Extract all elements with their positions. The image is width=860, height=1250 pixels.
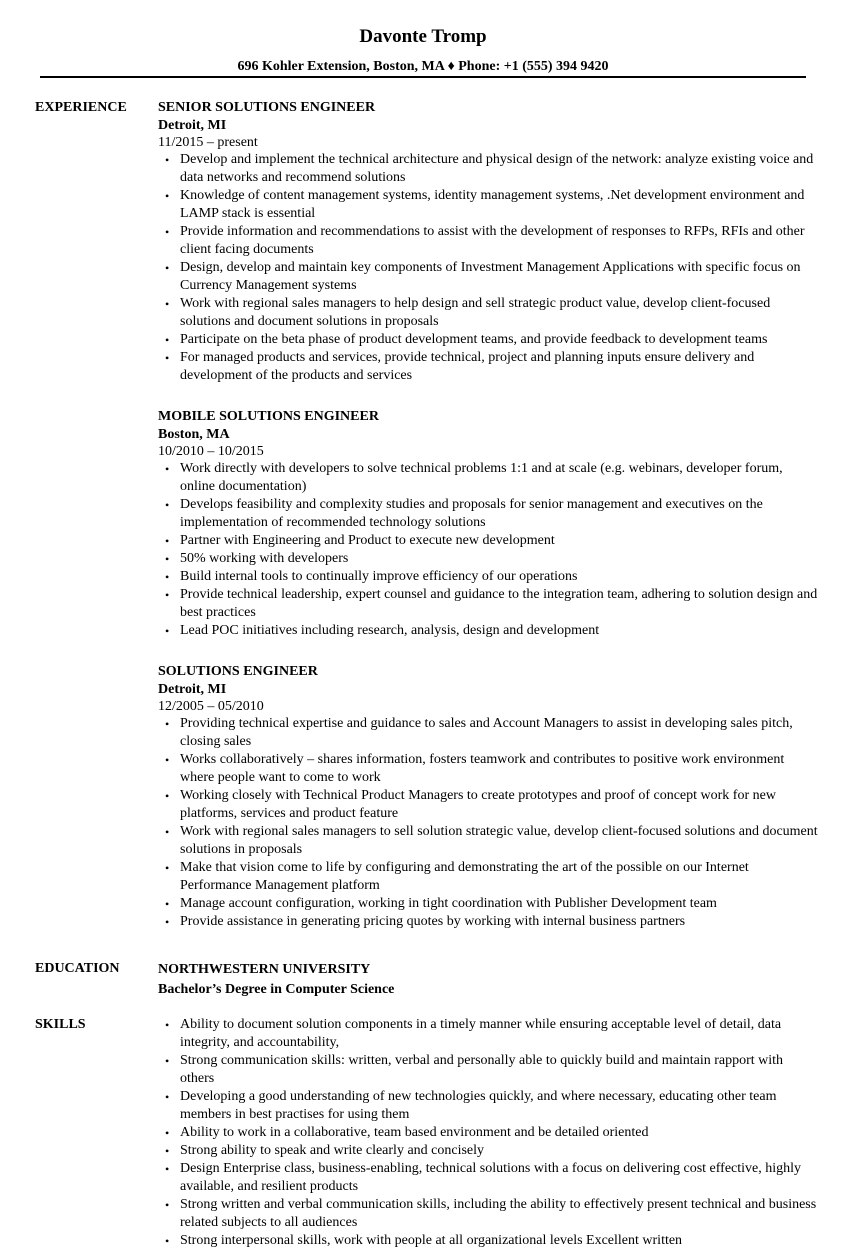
skill-item: • Strong interpersonal skills, work with people at all organizational levels Excellent written (180, 1232, 818, 1250)
job-bullets (158, 151, 818, 385)
diamond-separator-icon: ♦ (447, 59, 455, 74)
bullet-item: • Design, develop and maintain key components of Investment Management Applications with specific focus on Currency Management systems (180, 259, 818, 295)
degree: Bachelor’s Degree in Computer Science (158, 982, 395, 997)
job-bullets (158, 460, 818, 640)
header-divider (40, 76, 806, 78)
job-title: SENIOR SOLUTIONS ENGINEER (158, 100, 376, 115)
skill-item: • Strong ability to speak and write clearly and concisely (180, 1142, 818, 1160)
section-label-education: EDUCATION (35, 961, 120, 976)
bullet-item: • 50% working with developers (180, 550, 818, 568)
job-location: Detroit, MI (158, 682, 227, 697)
job-title: SOLUTIONS ENGINEER (158, 664, 318, 679)
bullet-item: • Works collaboratively – shares information, fosters teamwork and contributes to positive work environment where people want to come to work (180, 751, 818, 787)
bullet-item: • Working closely with Technical Product Managers to create prototypes and proof of concept work for new platforms, services and product feature (180, 787, 818, 823)
bullet-item: • Provide information and recommendations to assist with the development of responses to RFPs, RFIs and other client facing documents (180, 223, 818, 259)
job-dates: 12/2005 – 05/2010 (158, 699, 264, 714)
skills-list (158, 1016, 818, 1250)
candidate-name: Davonte Tromp (359, 26, 487, 47)
bullet-item: • Provide technical leadership, expert counsel and guidance to the integration team, adhering to solution design and best practices (180, 586, 818, 622)
contact-line (0, 58, 846, 76)
phone: Phone: +1 (555) 394 9420 (458, 59, 609, 74)
bullet-item: • Work with regional sales managers to sell solution strategic value, develop client-focused solutions and document solutions in proposals (180, 823, 818, 859)
bullet-item: • Develops feasibility and complexity studies and proposals for senior management and executives on the implementation of recommended technology solutions (180, 496, 818, 532)
job-location: Detroit, MI (158, 118, 227, 133)
bullet-item: • Work with regional sales managers to help design and sell strategic product value, develop client-focused solutions and document solutions in proposals (180, 295, 818, 331)
bullet-item: • Providing technical expertise and guidance to sales and Account Managers to assist in developing sales pitch, closing sales (180, 715, 818, 751)
job-entry (158, 663, 818, 931)
experience-list (158, 99, 818, 954)
skill-item: • Ability to document solution components in a timely manner while ensuring acceptable level of detail, data integrity, and accountability, (180, 1016, 818, 1052)
job-bullets (158, 715, 818, 931)
bullet-item: • Provide assistance in generating pricing quotes by working with internal business partners (180, 913, 818, 931)
bullet-item: • Develop and implement the technical architecture and physical design of the network: analyze existing voice and data networks and recommend solutions (180, 151, 818, 187)
skill-item: • Ability to work in a collaborative, team based environment and be detailed oriented (180, 1124, 818, 1142)
education-entry (158, 960, 818, 1000)
section-label-skills: SKILLS (35, 1017, 86, 1032)
job-dates: 10/2010 – 10/2015 (158, 444, 264, 459)
skill-item: • Strong communication skills: written, verbal and personally able to quickly build and maintain rapport with others (180, 1052, 818, 1088)
section-label-experience: EXPERIENCE (35, 100, 127, 115)
bullet-item: • Lead POC initiatives including research, analysis, design and development (180, 622, 818, 640)
bullet-item: • Manage account configuration, working in tight coordination with Publisher Development team (180, 895, 818, 913)
bullet-item: • Partner with Engineering and Product to execute new development (180, 532, 818, 550)
bullet-item: • Knowledge of content management systems, identity management systems, .Net development environment and LAMP stack is essential (180, 187, 818, 223)
school-name: NORTHWESTERN UNIVERSITY (158, 962, 371, 977)
bullet-item: • For managed products and services, provide technical, project and planning inputs ensure delivery and development of the products and services (180, 349, 818, 385)
job-entry (158, 99, 818, 385)
skills-bullets (158, 1016, 818, 1250)
job-entry (158, 408, 818, 640)
bullet-item: • Make that vision come to life by configuring and demonstrating the art of the possible on our Internet Performance Management platform (180, 859, 818, 895)
job-location: Boston, MA (158, 427, 230, 442)
bullet-item: • Build internal tools to continually improve efficiency of our operations (180, 568, 818, 586)
bullet-item: • Participate on the beta phase of product development teams, and provide feedback to development teams (180, 331, 818, 349)
skill-item: • Design Enterprise class, business-enabling, technical solutions with a focus on delivering cost effective, highly available, and resilient products (180, 1160, 818, 1196)
job-dates: 11/2015 – present (158, 135, 258, 150)
address: 696 Kohler Extension, Boston, MA (237, 59, 445, 74)
skill-item: • Strong written and verbal communication skills, including the ability to effectively present technical and business related subjects to all audiences (180, 1196, 818, 1232)
bullet-item: • Work directly with developers to solve technical problems 1:1 and at scale (e.g. webinars, developer forum, online documentation) (180, 460, 818, 496)
job-title: MOBILE SOLUTIONS ENGINEER (158, 409, 379, 424)
skill-item: • Developing a good understanding of new technologies quickly, and where necessary, educating other team members in best practises for using them (180, 1088, 818, 1124)
